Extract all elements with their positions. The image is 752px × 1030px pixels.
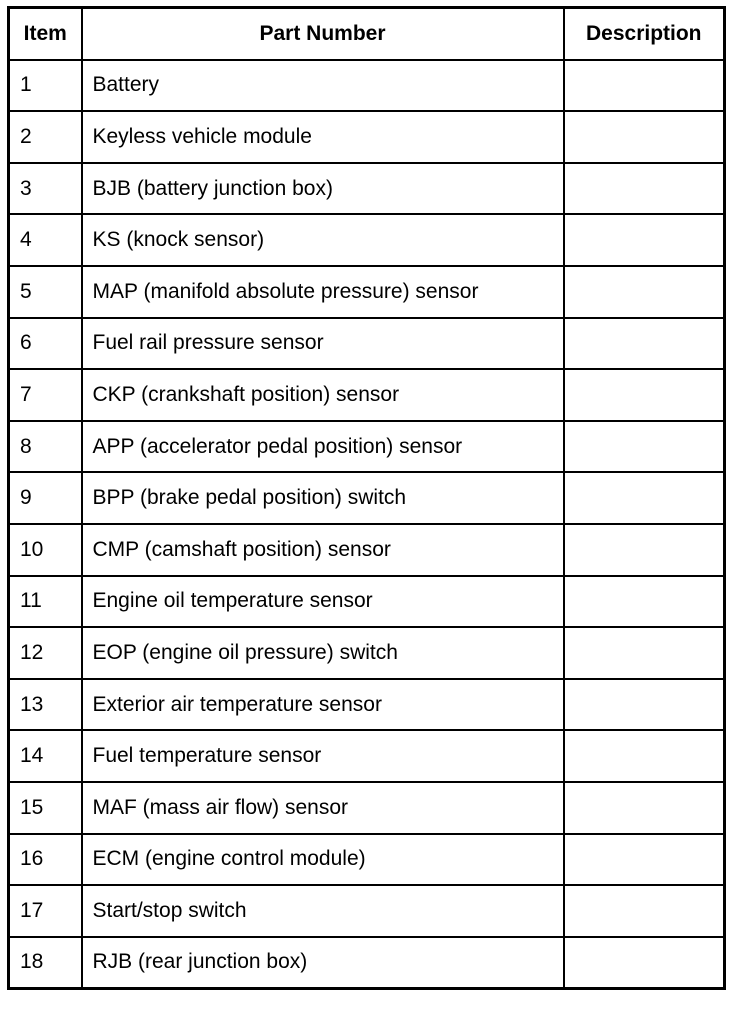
description-cell (564, 421, 725, 473)
description-cell (564, 163, 725, 215)
description-cell (564, 524, 725, 576)
description-column-header: Description (564, 8, 725, 60)
part-number-cell: BPP (brake pedal position) switch (82, 472, 564, 524)
description-cell (564, 214, 725, 266)
part-number-cell: ECM (engine control module) (82, 834, 564, 886)
table-row (9, 524, 725, 576)
table-row (9, 679, 725, 731)
item-number-cell: 13 (9, 679, 82, 731)
part-number-cell: RJB (rear junction box) (82, 937, 564, 989)
table-row (9, 318, 725, 370)
description-cell (564, 627, 725, 679)
table-row (9, 266, 725, 318)
table-row (9, 214, 725, 266)
item-number-cell: 14 (9, 730, 82, 782)
table-row (9, 576, 725, 628)
description-cell (564, 60, 725, 112)
part-number-cell: Exterior air temperature sensor (82, 679, 564, 731)
description-cell (564, 111, 725, 163)
item-number-cell: 3 (9, 163, 82, 215)
part-number-column-header: Part Number (82, 8, 564, 60)
item-number-cell: 7 (9, 369, 82, 421)
part-number-cell: Fuel rail pressure sensor (82, 318, 564, 370)
part-number-cell: CKP (crankshaft position) sensor (82, 369, 564, 421)
description-cell (564, 318, 725, 370)
table-row (9, 782, 725, 834)
part-number-cell: APP (accelerator pedal position) sensor (82, 421, 564, 473)
description-cell (564, 679, 725, 731)
parts-table (7, 6, 726, 990)
item-column-header: Item (9, 8, 82, 60)
item-number-cell: 9 (9, 472, 82, 524)
item-number-cell: 1 (9, 60, 82, 112)
part-number-cell: EOP (engine oil pressure) switch (82, 627, 564, 679)
table-row (9, 369, 725, 421)
description-cell (564, 885, 725, 937)
description-cell (564, 834, 725, 886)
table-body (9, 60, 725, 989)
table-row (9, 730, 725, 782)
table-header-row (9, 8, 725, 60)
description-cell (564, 937, 725, 989)
part-number-cell: BJB (battery junction box) (82, 163, 564, 215)
table-row (9, 472, 725, 524)
table-row (9, 111, 725, 163)
item-number-cell: 11 (9, 576, 82, 628)
item-number-cell: 8 (9, 421, 82, 473)
description-cell (564, 266, 725, 318)
item-number-cell: 5 (9, 266, 82, 318)
table-row (9, 627, 725, 679)
table-row (9, 421, 725, 473)
item-number-cell: 17 (9, 885, 82, 937)
part-number-cell: MAP (manifold absolute pressure) sensor (82, 266, 564, 318)
part-number-cell: CMP (camshaft position) sensor (82, 524, 564, 576)
item-number-cell: 4 (9, 214, 82, 266)
part-number-cell: Start/stop switch (82, 885, 564, 937)
part-number-cell: Battery (82, 60, 564, 112)
part-number-cell: Engine oil temperature sensor (82, 576, 564, 628)
table-row (9, 937, 725, 989)
part-number-cell: KS (knock sensor) (82, 214, 564, 266)
description-cell (564, 472, 725, 524)
item-number-cell: 6 (9, 318, 82, 370)
table-row (9, 60, 725, 112)
table-row (9, 834, 725, 886)
item-number-cell: 10 (9, 524, 82, 576)
part-number-cell: Fuel temperature sensor (82, 730, 564, 782)
item-number-cell: 12 (9, 627, 82, 679)
part-number-cell: MAF (mass air flow) sensor (82, 782, 564, 834)
description-cell (564, 369, 725, 421)
description-cell (564, 730, 725, 782)
table-row (9, 163, 725, 215)
item-number-cell: 15 (9, 782, 82, 834)
item-number-cell: 16 (9, 834, 82, 886)
item-number-cell: 18 (9, 937, 82, 989)
description-cell (564, 782, 725, 834)
description-cell (564, 576, 725, 628)
item-number-cell: 2 (9, 111, 82, 163)
part-number-cell: Keyless vehicle module (82, 111, 564, 163)
table-row (9, 885, 725, 937)
